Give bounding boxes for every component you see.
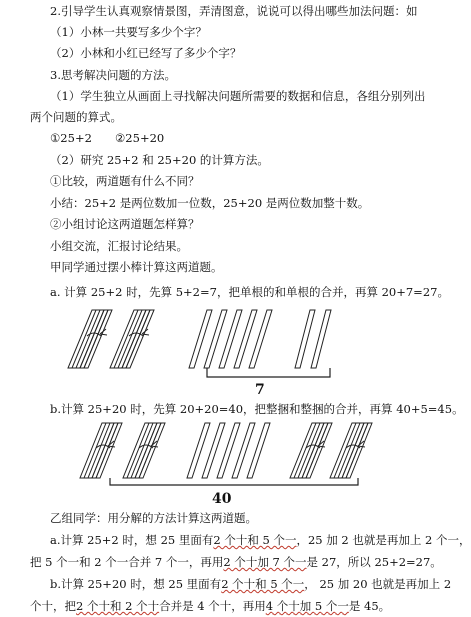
stick-figure-b	[0, 415, 444, 515]
stick-figure-a	[0, 300, 444, 400]
text-run: 个十，把	[30, 599, 76, 613]
wavy-underlined-text: 2 个十和 2 个十	[76, 599, 160, 613]
text-line	[30, 599, 390, 613]
stick-bundle	[290, 423, 332, 478]
wavy-underlined-text: 4 个十加 5 个一	[265, 599, 349, 613]
text-run: 是 45。	[348, 599, 391, 613]
text-run: 是 27，所以 25+2=27。	[306, 555, 442, 569]
text-line: ①25+2	[50, 131, 92, 145]
text-line: ②小组讨论这两道题怎样算？	[50, 217, 200, 231]
single-sticks	[295, 310, 331, 368]
text-line: 小组交流，汇报讨论结果。	[50, 239, 188, 253]
text-line: （2）小林和小红已经写了多少个字？	[50, 46, 242, 60]
single-sticks	[187, 423, 270, 478]
text-line: （1）小林一共要写多少个字？	[50, 25, 207, 39]
bracket	[207, 368, 330, 377]
wavy-underlined-text: 2 个十和 5 个一	[221, 577, 305, 591]
bracket-label: 7	[255, 382, 265, 398]
single-sticks	[189, 310, 272, 368]
text-run: 把 5 个一和 2 个一合并 7 个一，再用	[30, 555, 224, 569]
text-line: （1）学生独立从画面上寻找解决问题所需要的数据和信息，各组分别列出	[50, 89, 426, 103]
text-line: 2.引导学生认真观察情景图，弄清图意，说说可以得出哪些加法问题：如	[50, 4, 418, 18]
text-run: a.计算 25+2 时，想 25 里面有	[50, 533, 214, 547]
stick-bundle	[80, 423, 122, 478]
stick-bundle	[123, 423, 165, 478]
bracket	[110, 478, 358, 485]
text-line: （2）研究 25+2 和 25+20 的计算方法。	[50, 153, 269, 167]
text-line: a. 计算 25+2 时，先算 5+2=7，把单根的和单根的合并，再算 20+7=27。	[50, 285, 449, 299]
text-line	[50, 533, 471, 547]
text-line: 甲同学通过摆小棒计算这两道题。	[50, 260, 223, 274]
text-line: 两个问题的算式。	[30, 110, 122, 124]
text-line: 乙组同学：用分解的方法计算这两道题。	[50, 511, 257, 525]
wavy-underlined-text: 2 个十加 7 个一	[223, 555, 307, 569]
stick-bundle	[68, 310, 112, 368]
text-run: ， 25 加 20 也就是再加上 2	[304, 577, 452, 591]
text-line: b.计算 25+20 时，先算 20+20=40，把整捆和整捆的合并，再算 40+5=45。	[50, 402, 464, 416]
text-line: ①比较，两道题有什么不同？	[50, 174, 200, 188]
text-line: 3.思考解决问题的方法。	[50, 68, 176, 82]
text-line	[50, 577, 451, 591]
text-line: ②25+20	[115, 131, 165, 145]
stick-bundle	[330, 423, 372, 478]
text-line	[30, 555, 442, 569]
text-run: 合并是 4 个十，再用	[159, 599, 266, 613]
text-run: b.计算 25+20 时，想 25 里面有	[50, 577, 222, 591]
text-line: 小结：25+2 是两位数加一位数，25+20 是两位数加整十数。	[50, 196, 370, 210]
bracket-label: 40	[212, 491, 232, 507]
stick-bundle	[110, 310, 154, 368]
text-run: ，25 加 2 也就是再加上 2 个一，	[296, 533, 471, 547]
wavy-underlined-text: 2 个十和 5 个一	[213, 533, 297, 547]
